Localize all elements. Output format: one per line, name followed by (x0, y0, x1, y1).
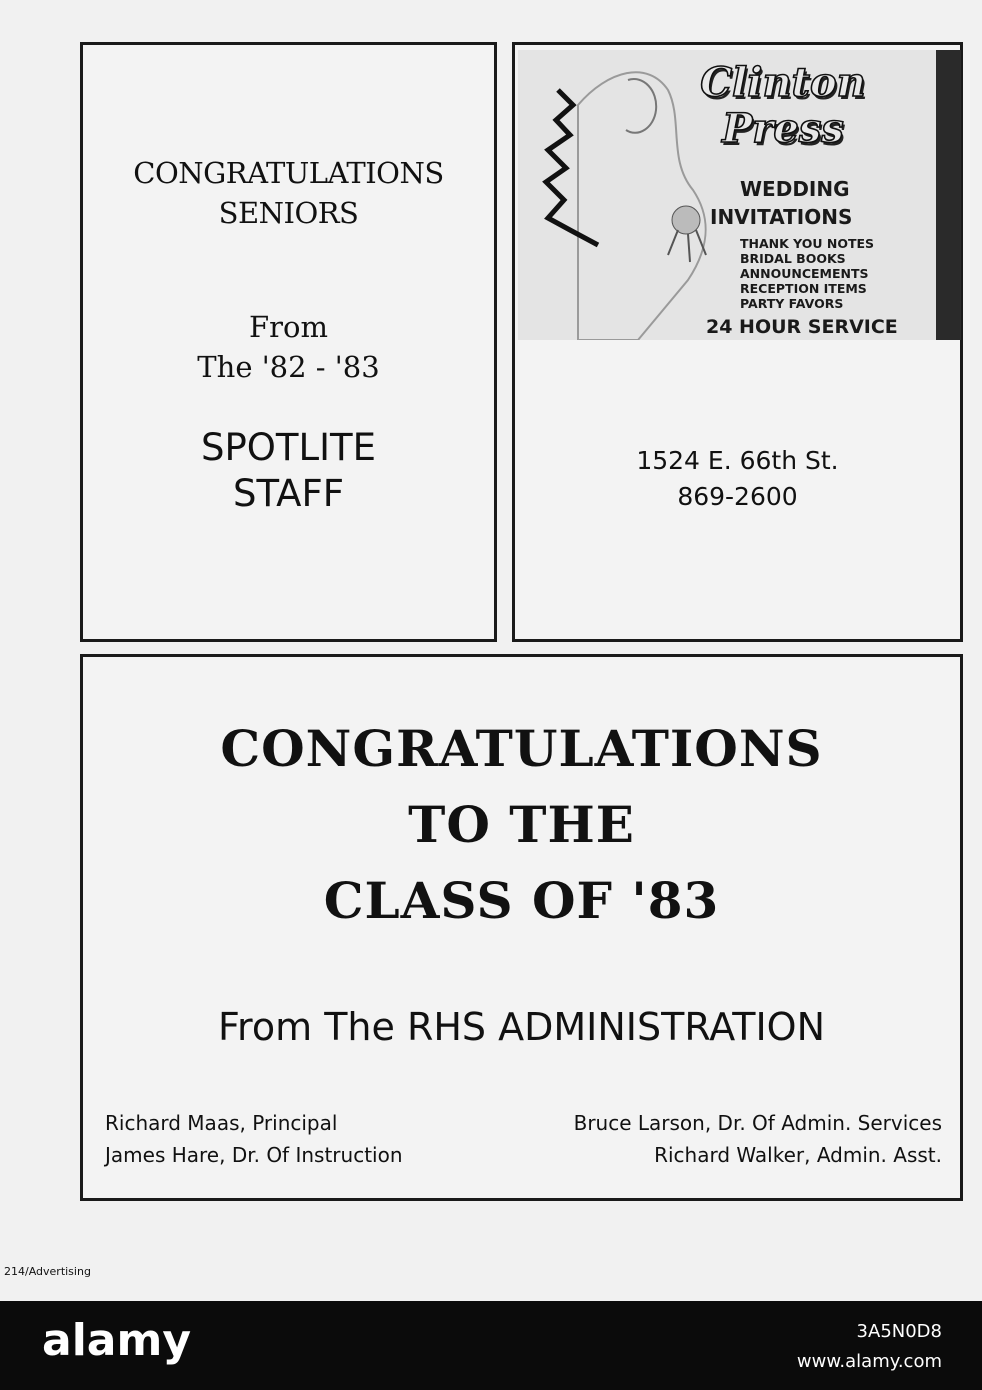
clinton-press-address (515, 443, 960, 515)
staff-entry: Richard Walker, Admin. Asst. (654, 1143, 942, 1167)
sign-item: THANK YOU NOTES (740, 236, 875, 251)
rhs-administration-ad (80, 654, 963, 1201)
clinton-press-logo: Clinton Press (700, 59, 866, 152)
sign-board (518, 50, 961, 340)
alamy-logo: alamy (42, 1315, 191, 1366)
watermark-info (797, 1317, 942, 1377)
page-folio: 214/Advertising (4, 1265, 91, 1278)
spotlite-title: CONGRATULATIONS SENIORS (133, 156, 444, 230)
staff-entry: Bruce Larson, Dr. Of Admin. Services (573, 1111, 942, 1135)
admin-headline: CONGRATULATIONS TO THE CLASS OF '83 (220, 719, 823, 930)
admin-from-line: From The RHS ADMINISTRATION (217, 1005, 826, 1049)
street-address: 1524 E. 66th St. (636, 446, 839, 475)
sign-item: BRIDAL BOOKS (740, 251, 846, 266)
sign-service: 24 HOUR SERVICE (706, 316, 898, 338)
spotlite-from: From The '82 - '83 (197, 310, 380, 384)
spotlite-staff-ad (80, 42, 497, 642)
stock-watermark-bar (0, 1301, 982, 1390)
watermark-site: www.alamy.com (796, 1351, 942, 1372)
sign-item: PARTY FAVORS (740, 296, 844, 311)
sign-item: ANNOUNCEMENTS (740, 266, 869, 281)
staff-entry: James Hare, Dr. Of Instruction (105, 1143, 403, 1167)
phone-number: 869-2600 (677, 482, 798, 511)
storefront-sign-photo (518, 50, 961, 340)
spotlite-staff-name: SPOTLITE STAFF (200, 426, 377, 515)
admin-staff-right (574, 1107, 942, 1171)
sign-item: RECEPTION ITEMS (740, 281, 867, 296)
staff-entry: Richard Maas, Principal (105, 1111, 338, 1135)
sign-invitations: INVITATIONS (710, 205, 853, 229)
image-id: 3A5N0D8 (856, 1321, 942, 1342)
admin-staff-left (105, 1107, 403, 1171)
sign-wedding: WEDDING (740, 177, 850, 201)
clinton-press-ad (512, 42, 963, 642)
